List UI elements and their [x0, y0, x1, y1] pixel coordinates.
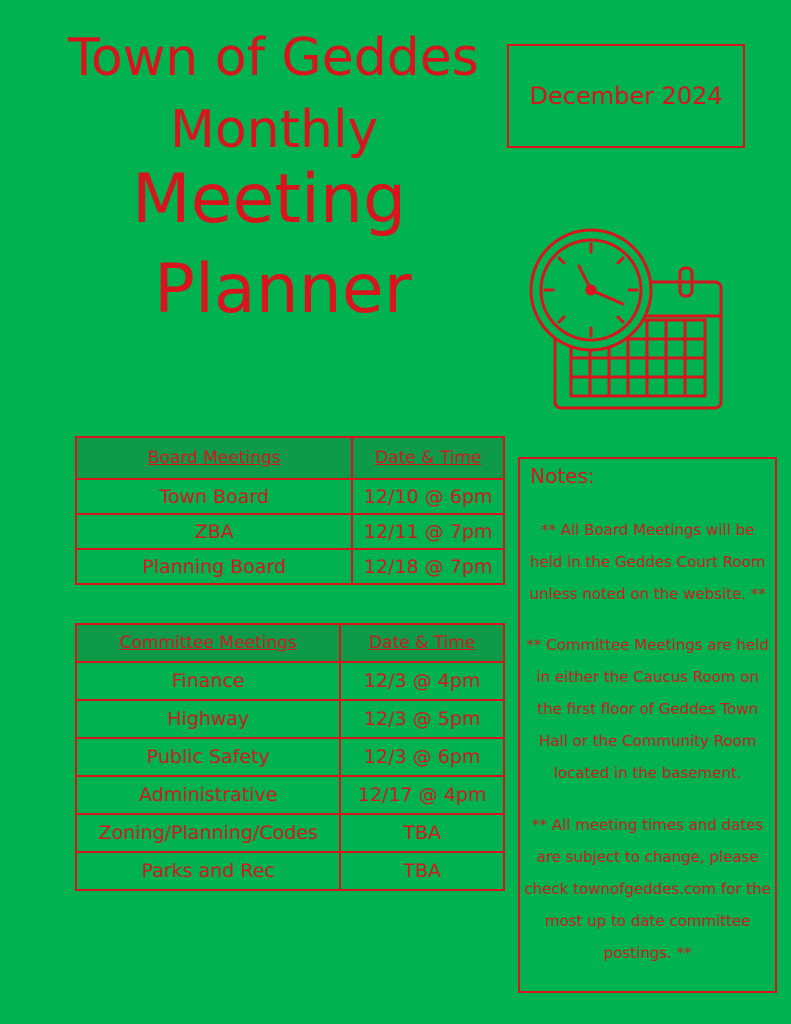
- table-row: [76, 776, 504, 814]
- board-header-date: Date & Time: [352, 437, 504, 479]
- committee-meetings-table: [75, 623, 505, 891]
- committee-header-date: Date & Time: [340, 624, 504, 662]
- table-row: [76, 852, 504, 890]
- meeting-date: 12/18 @ 7pm: [352, 549, 504, 584]
- meeting-name: Public Safety: [76, 738, 340, 776]
- meeting-date: 12/17 @ 4pm: [340, 776, 504, 814]
- meeting-name: Administrative: [76, 776, 340, 814]
- meeting-name: ZBA: [76, 514, 352, 549]
- meeting-date: 12/11 @ 7pm: [352, 514, 504, 549]
- board-header-name: Board Meetings: [76, 437, 352, 479]
- table-row: [76, 738, 504, 776]
- notes-box: [518, 457, 777, 993]
- meeting-date: TBA: [340, 852, 504, 890]
- meeting-date: 12/3 @ 6pm: [340, 738, 504, 776]
- table-row: [76, 514, 504, 549]
- meeting-name: Parks and Rec: [76, 852, 340, 890]
- title-line-3: Meeting: [132, 160, 407, 239]
- meeting-name: Planning Board: [76, 549, 352, 584]
- title-line-4: Planner: [154, 250, 412, 329]
- month-label: December 2024: [529, 82, 723, 110]
- table-row: [76, 549, 504, 584]
- month-box: [507, 44, 745, 148]
- meeting-date: 12/3 @ 5pm: [340, 700, 504, 738]
- table-row: [76, 479, 504, 514]
- meeting-date: TBA: [340, 814, 504, 852]
- note-board-location: ** All Board Meetings will be held in the Geddes Court Room unless noted on the website. **: [529, 521, 766, 603]
- meeting-name: Town Board: [76, 479, 352, 514]
- title-line-1: Town of Geddes: [68, 28, 479, 88]
- calendar-clock-icon: [525, 226, 730, 416]
- meeting-date: 12/3 @ 4pm: [340, 662, 504, 700]
- board-meetings-table: [75, 436, 505, 585]
- committee-header-name: Committee Meetings: [76, 624, 340, 662]
- meeting-name: Finance: [76, 662, 340, 700]
- meeting-name: Zoning/Planning/Codes: [76, 814, 340, 852]
- meeting-name: Highway: [76, 700, 340, 738]
- note-committee-location: ** Committee Meetings are held in either the Caucus Room on the first floor of Geddes Town Hall or the Community Room located in the basement.: [526, 636, 769, 782]
- notes-title: Notes:: [530, 464, 595, 488]
- table-row: [76, 700, 504, 738]
- title-line-2: Monthly: [170, 100, 379, 160]
- table-row: [76, 814, 504, 852]
- meeting-date: 12/10 @ 6pm: [352, 479, 504, 514]
- table-row: [76, 662, 504, 700]
- note-schedule-change: ** All meeting times and dates are subject to change, please check townofgeddes.com for the most up to date committee postings. **: [524, 816, 771, 962]
